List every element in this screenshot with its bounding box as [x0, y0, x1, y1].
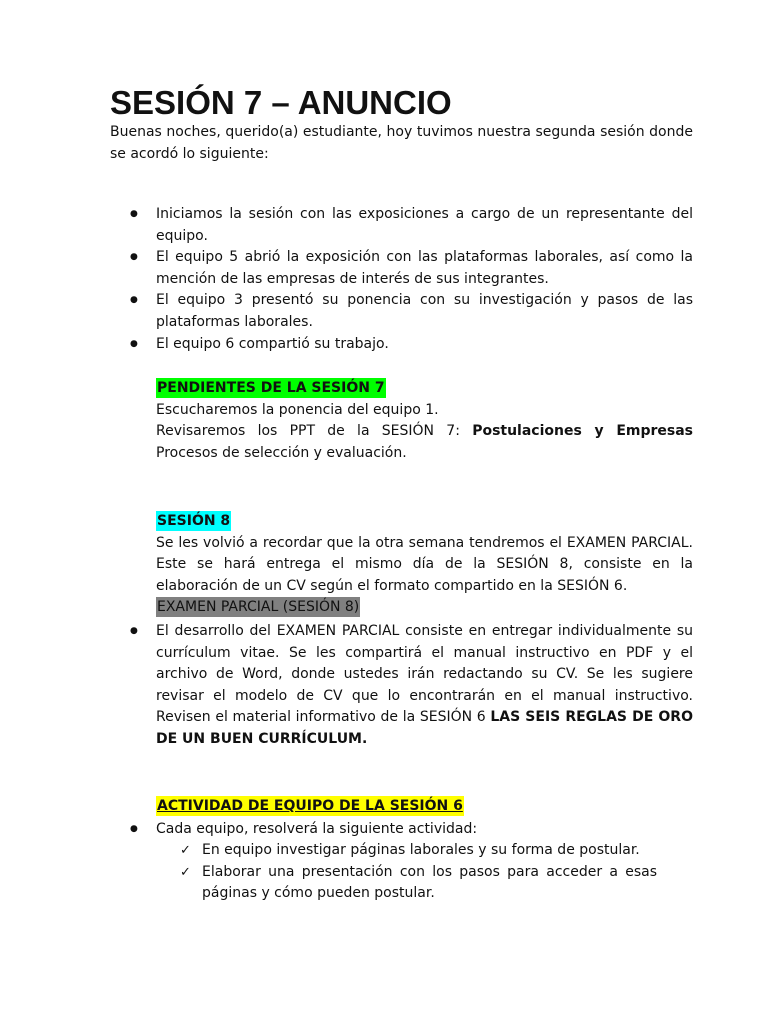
pendientes-line-2-text: Revisaremos los PPT de la SESIÓN 7: — [156, 423, 473, 440]
actividad-section — [156, 796, 693, 818]
exam-bold-text: LAS SEIS REGLAS DE ORO DE UN BUEN CURRÍCULUM — [156, 709, 693, 747]
actividad-checklist — [202, 840, 657, 905]
exam-end: . — [362, 730, 368, 747]
list-item: ● El equipo 6 compartió su trabajo. — [156, 334, 693, 356]
exam-heading: EXAMEN PARCIAL (SESIÓN 8) — [157, 599, 360, 616]
list-item: ● El equipo 5 abrió la exposición con las plataformas laborales, así como la mención de las empresas de interés de sus integrantes. — [156, 247, 693, 290]
exam-text: El desarrollo del EXAMEN PARCIAL consiste en entregar individualmente su currículum vitae. Se les compartirá el manual instructivo en PDF y el archivo de Word, donde ustedes irán redactando su CV. Se les sugiere revisar el modelo de CV que lo encontrarán en el manual instructivo. Revisen el material informativo de la SESIÓN 6 — [156, 623, 693, 726]
list-item: ● Iniciamos la sesión con las exposiciones a cargo de un representante del equipo. — [156, 204, 693, 247]
pendientes-line-2 — [156, 421, 693, 443]
intro-paragraph: Buenas noches, querido(a) estudiante, hoy tuvimos nuestra segunda sesión donde se acordó lo siguiente: — [110, 124, 693, 162]
session-summary-list — [156, 204, 693, 355]
checklist-item: ✓ En equipo investigar páginas laborales y su forma de postular. — [202, 840, 657, 862]
list-item: ● El equipo 3 presentó su ponencia con su investigación y pasos de las plataformas laborales. — [156, 290, 693, 333]
exam-list — [156, 621, 693, 751]
page-title: SESIÓN 7 – ANUNCIO — [110, 84, 452, 121]
list-item: ● Cada equipo, resolverá la siguiente actividad: — [156, 819, 693, 841]
sesion8-section — [156, 511, 693, 619]
sesion8-text: Se les volvió a recordar que la otra semana tendremos el EXAMEN PARCIAL. Este se hará entrega el mismo día de la SESIÓN 8, consiste en la elaboración de un CV según el formato compartido en la SESIÓN 6. — [156, 534, 693, 594]
checklist-item: ✓ Elaborar una presentación con los pasos para acceder a esas páginas y cómo pueden postular. — [202, 862, 657, 905]
pendientes-section — [156, 378, 693, 464]
sesion8-heading: SESIÓN 8 — [157, 513, 231, 529]
actividad-heading: ACTIVIDAD DE EQUIPO DE LA SESIÓN 6 — [157, 798, 463, 814]
pendientes-line-3: Procesos de selección y evaluación. — [156, 444, 407, 461]
actividad-list — [156, 819, 693, 841]
pendientes-line-2-bold: Postulaciones y Empresas — [472, 423, 693, 440]
list-item — [156, 621, 693, 751]
pendientes-heading: PENDIENTES DE LA SESIÓN 7 — [157, 380, 385, 396]
pendientes-line-1: Escucharemos la ponencia del equipo 1. — [156, 401, 439, 418]
